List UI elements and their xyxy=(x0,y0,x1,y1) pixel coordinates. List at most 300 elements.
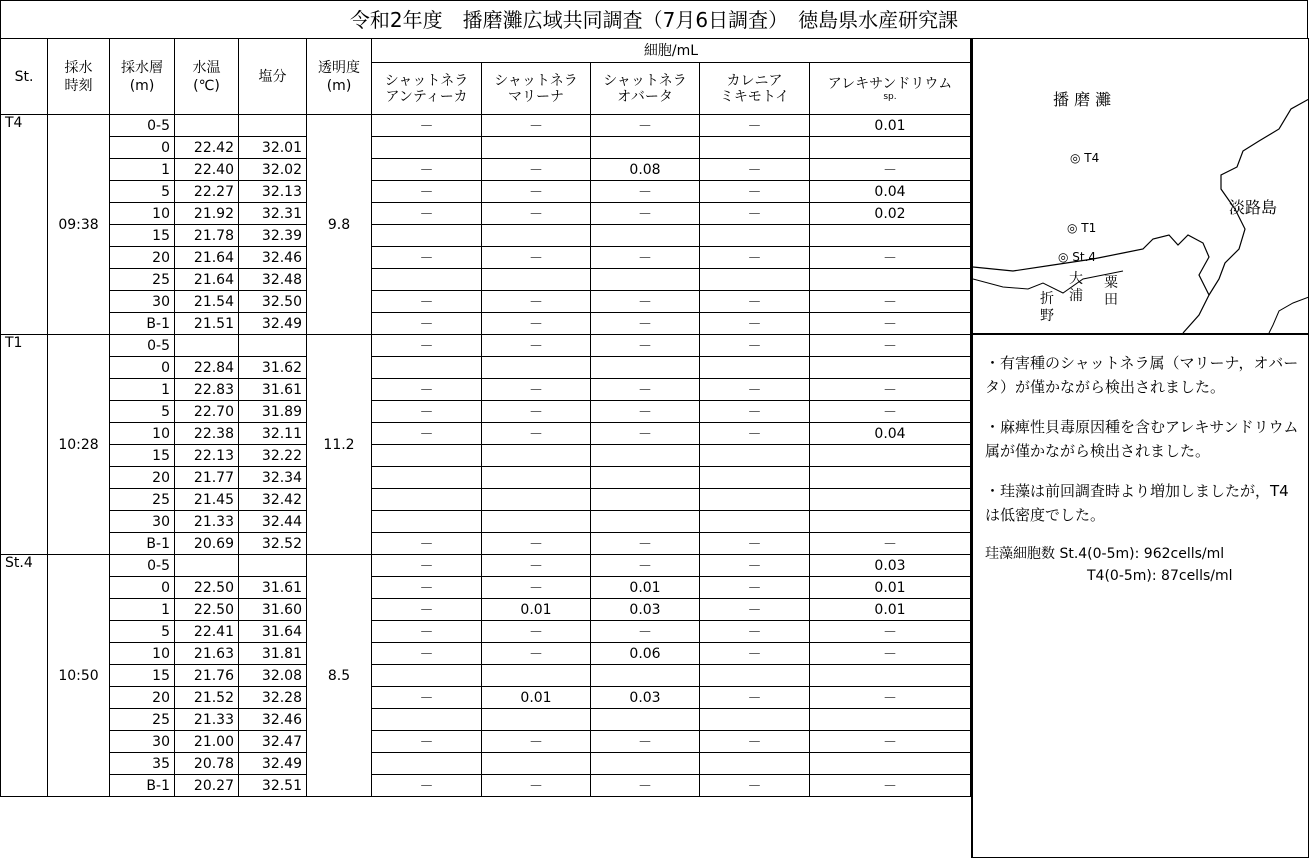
species-count-cell xyxy=(372,489,482,511)
species-count-cell: － xyxy=(810,291,971,313)
temp-cell: 20.78 xyxy=(175,753,239,775)
species-count-cell xyxy=(482,269,591,291)
map-label-island: 淡路島 xyxy=(1229,198,1278,217)
species-count-cell: 0.01 xyxy=(591,577,700,599)
salinity-cell: 32.13 xyxy=(239,181,307,203)
species-count-cell: － xyxy=(591,181,700,203)
species-count-cell: － xyxy=(372,621,482,643)
sampling-time-cell: 10:28 xyxy=(48,335,110,555)
salinity-cell: 32.46 xyxy=(239,247,307,269)
salinity-cell xyxy=(239,115,307,137)
species-count-cell xyxy=(591,467,700,489)
species-count-cell: － xyxy=(700,291,810,313)
temp-cell: 21.00 xyxy=(175,731,239,753)
species-count-cell: － xyxy=(810,401,971,423)
species-count-cell: － xyxy=(591,731,700,753)
species-count-cell: － xyxy=(810,643,971,665)
table-row xyxy=(1,709,971,731)
species-count-cell xyxy=(372,665,482,687)
salinity-cell: 32.51 xyxy=(239,775,307,797)
species-count-cell: － xyxy=(700,423,810,445)
species-count-cell: － xyxy=(372,423,482,445)
table-row xyxy=(1,753,971,775)
species-count-cell xyxy=(810,137,971,159)
species-count-cell: － xyxy=(482,643,591,665)
depth-cell: 10 xyxy=(110,203,175,225)
depth-cell: 15 xyxy=(110,665,175,687)
species-count-cell xyxy=(372,357,482,379)
salinity-cell: 31.61 xyxy=(239,379,307,401)
depth-cell: 0-5 xyxy=(110,115,175,137)
header-species-ovata: シャットネラ オバータ xyxy=(591,63,700,115)
species-count-cell xyxy=(700,511,810,533)
species-count-cell xyxy=(700,709,810,731)
temp-cell: 21.76 xyxy=(175,665,239,687)
depth-cell: 25 xyxy=(110,489,175,511)
species-count-cell xyxy=(810,489,971,511)
table-row xyxy=(1,313,971,335)
salinity-cell: 32.49 xyxy=(239,753,307,775)
species-count-cell: － xyxy=(591,775,700,797)
table-row xyxy=(1,511,971,533)
species-count-cell xyxy=(700,489,810,511)
species-count-cell: － xyxy=(482,203,591,225)
species-count-cell xyxy=(482,709,591,731)
species-count-cell: 0.02 xyxy=(810,203,971,225)
species-count-cell: － xyxy=(700,159,810,181)
salinity-cell: 32.48 xyxy=(239,269,307,291)
temp-cell: 21.54 xyxy=(175,291,239,313)
species-count-cell: － xyxy=(700,247,810,269)
species-count-cell xyxy=(700,357,810,379)
depth-cell: 1 xyxy=(110,599,175,621)
species-count-cell xyxy=(372,467,482,489)
salinity-cell: 32.50 xyxy=(239,291,307,313)
species-count-cell: 0.01 xyxy=(482,687,591,709)
table-row xyxy=(1,137,971,159)
salinity-cell: 31.81 xyxy=(239,643,307,665)
diatom-count: 珪藻細胞数 St.4(0-5m): 962cells/ml T4(0-5m): 87cells/ml xyxy=(985,546,1233,584)
map-place-awata: 粟 田 xyxy=(1104,275,1118,308)
coastline-drawing xyxy=(973,39,1309,333)
species-count-cell: － xyxy=(810,159,971,181)
species-count-cell xyxy=(591,269,700,291)
species-count-cell: － xyxy=(591,313,700,335)
species-count-cell xyxy=(810,225,971,247)
species-count-cell: － xyxy=(372,643,482,665)
species-count-cell: － xyxy=(372,775,482,797)
map-place-ohura: 大 浦 xyxy=(1069,271,1083,304)
species-count-cell: 0.04 xyxy=(810,181,971,203)
table-row xyxy=(1,269,971,291)
species-count-cell xyxy=(700,665,810,687)
header-time: 採水 時刻 xyxy=(48,39,110,115)
note-diatom: ・珪藻は前回調査時より増加しましたが，T4は低密度でした。 xyxy=(985,482,1289,524)
depth-cell: 30 xyxy=(110,291,175,313)
station-name-cell: T1 xyxy=(1,335,48,555)
salinity-cell: 32.34 xyxy=(239,467,307,489)
species-count-cell: － xyxy=(372,599,482,621)
temp-cell: 22.83 xyxy=(175,379,239,401)
species-count-cell: 0.04 xyxy=(810,423,971,445)
salinity-cell: 32.49 xyxy=(239,313,307,335)
depth-cell: 0-5 xyxy=(110,335,175,357)
depth-cell: 20 xyxy=(110,247,175,269)
table-row xyxy=(1,225,971,247)
species-count-cell: － xyxy=(810,247,971,269)
species-count-cell: － xyxy=(700,335,810,357)
temp-cell: 21.64 xyxy=(175,247,239,269)
species-count-cell: － xyxy=(810,379,971,401)
location-map xyxy=(973,39,1309,335)
species-count-cell xyxy=(372,709,482,731)
species-count-cell xyxy=(700,137,810,159)
header-species-mikimotoi: カレニア ミキモトイ xyxy=(700,63,810,115)
species-count-cell: － xyxy=(810,313,971,335)
species-count-cell: － xyxy=(482,401,591,423)
species-count-cell xyxy=(591,225,700,247)
salinity-cell: 32.42 xyxy=(239,489,307,511)
species-count-cell xyxy=(372,225,482,247)
salinity-cell: 31.64 xyxy=(239,621,307,643)
table-row xyxy=(1,357,971,379)
table-row xyxy=(1,775,971,797)
species-count-cell: － xyxy=(591,335,700,357)
header-transparency: 透明度 (m) xyxy=(307,39,372,115)
species-count-cell: － xyxy=(700,643,810,665)
salinity-cell xyxy=(239,555,307,577)
species-count-cell: － xyxy=(482,291,591,313)
species-count-cell xyxy=(482,665,591,687)
table-row xyxy=(1,731,971,753)
transparency-cell: 9.8 xyxy=(307,115,372,335)
temp-cell: 22.41 xyxy=(175,621,239,643)
temp-cell: 22.50 xyxy=(175,599,239,621)
species-count-cell: － xyxy=(700,115,810,137)
species-count-cell: － xyxy=(700,313,810,335)
table-row xyxy=(1,423,971,445)
species-count-cell: 0.01 xyxy=(810,577,971,599)
depth-cell: 10 xyxy=(110,423,175,445)
species-count-cell xyxy=(700,225,810,247)
species-count-cell: － xyxy=(700,621,810,643)
map-label-sea: 播 磨 灘 xyxy=(1053,90,1112,109)
temp-cell: 22.50 xyxy=(175,577,239,599)
table-row xyxy=(1,203,971,225)
species-count-cell: － xyxy=(482,577,591,599)
species-count-cell: － xyxy=(482,423,591,445)
species-count-cell: 0.03 xyxy=(591,599,700,621)
temp-cell: 21.33 xyxy=(175,511,239,533)
header-depth: 採水層 (m) xyxy=(110,39,175,115)
header-species-antiqua: シャットネラ アンティーカ xyxy=(372,63,482,115)
table-row xyxy=(1,181,971,203)
species-count-cell: 0.03 xyxy=(591,687,700,709)
table-row xyxy=(1,247,971,269)
species-count-cell xyxy=(700,269,810,291)
salinity-cell: 32.44 xyxy=(239,511,307,533)
species-count-cell: － xyxy=(482,555,591,577)
salinity-cell: 32.46 xyxy=(239,709,307,731)
species-count-cell: － xyxy=(482,335,591,357)
temp-cell: 22.42 xyxy=(175,137,239,159)
table-row xyxy=(1,599,971,621)
species-count-cell: 0.03 xyxy=(810,555,971,577)
species-count-cell: － xyxy=(810,687,971,709)
transparency-cell: 11.2 xyxy=(307,335,372,555)
right-panel xyxy=(971,38,1309,858)
species-count-cell: － xyxy=(700,599,810,621)
species-count-cell xyxy=(482,489,591,511)
species-count-cell xyxy=(482,467,591,489)
header-salinity: 塩分 xyxy=(239,39,307,115)
species-count-cell xyxy=(810,753,971,775)
species-count-cell: － xyxy=(591,247,700,269)
temp-cell: 22.38 xyxy=(175,423,239,445)
species-count-cell xyxy=(482,357,591,379)
header-species-marina: シャットネラ マリーナ xyxy=(482,63,591,115)
salinity-cell: 32.28 xyxy=(239,687,307,709)
depth-cell: 0 xyxy=(110,137,175,159)
species-count-cell: － xyxy=(591,621,700,643)
species-count-cell: － xyxy=(700,555,810,577)
temp-cell: 21.52 xyxy=(175,687,239,709)
species-count-cell: － xyxy=(810,621,971,643)
species-count-cell: － xyxy=(482,313,591,335)
species-count-cell: － xyxy=(372,335,482,357)
temp-cell: 20.27 xyxy=(175,775,239,797)
salinity-cell: 32.31 xyxy=(239,203,307,225)
table-row xyxy=(1,159,971,181)
table-row xyxy=(1,665,971,687)
depth-cell: 5 xyxy=(110,181,175,203)
depth-cell: 5 xyxy=(110,401,175,423)
species-count-cell: － xyxy=(372,401,482,423)
species-count-cell: － xyxy=(372,533,482,555)
species-count-cell: － xyxy=(700,775,810,797)
species-count-cell xyxy=(810,709,971,731)
species-count-cell: － xyxy=(591,533,700,555)
species-count-cell: 0.01 xyxy=(810,115,971,137)
salinity-cell: 32.52 xyxy=(239,533,307,555)
temp-cell: 21.64 xyxy=(175,269,239,291)
species-count-cell xyxy=(810,467,971,489)
temp-cell: 22.70 xyxy=(175,401,239,423)
species-count-cell: － xyxy=(482,775,591,797)
species-count-cell xyxy=(700,753,810,775)
species-count-cell: － xyxy=(591,379,700,401)
species-count-cell xyxy=(810,511,971,533)
temp-cell: 21.63 xyxy=(175,643,239,665)
depth-cell: 15 xyxy=(110,225,175,247)
table-row xyxy=(1,555,971,577)
temp-cell: 21.51 xyxy=(175,313,239,335)
temp-cell: 22.13 xyxy=(175,445,239,467)
table-row xyxy=(1,533,971,555)
species-count-cell xyxy=(372,269,482,291)
species-count-cell xyxy=(372,137,482,159)
species-count-cell xyxy=(482,445,591,467)
species-count-cell: － xyxy=(591,115,700,137)
temp-cell: 20.69 xyxy=(175,533,239,555)
depth-cell: 1 xyxy=(110,379,175,401)
table-row xyxy=(1,335,971,357)
table-row xyxy=(1,467,971,489)
salinity-cell: 31.62 xyxy=(239,357,307,379)
species-count-cell: － xyxy=(482,621,591,643)
species-count-cell xyxy=(810,445,971,467)
depth-cell: B-1 xyxy=(110,313,175,335)
salinity-cell xyxy=(239,335,307,357)
temp-cell xyxy=(175,555,239,577)
species-count-cell: － xyxy=(700,687,810,709)
species-count-cell: － xyxy=(482,115,591,137)
species-count-cell xyxy=(482,225,591,247)
species-count-cell xyxy=(482,753,591,775)
header-station: St. xyxy=(1,39,48,115)
depth-cell: B-1 xyxy=(110,775,175,797)
survey-table xyxy=(0,38,971,797)
species-count-cell: － xyxy=(700,401,810,423)
depth-cell: 30 xyxy=(110,511,175,533)
species-count-cell: － xyxy=(591,203,700,225)
station-name-cell: T4 xyxy=(1,115,48,335)
species-count-cell: － xyxy=(810,731,971,753)
species-count-cell: － xyxy=(372,577,482,599)
species-count-cell: － xyxy=(372,181,482,203)
species-count-cell: － xyxy=(810,335,971,357)
note-alexandrium: ・麻痺性貝毒原因種を含むアレキサンドリウム属が僅かながら検出されました。 xyxy=(985,418,1299,460)
temp-cell: 22.84 xyxy=(175,357,239,379)
species-count-cell xyxy=(591,445,700,467)
species-count-cell: － xyxy=(700,533,810,555)
map-station-t1: ◎ T1 xyxy=(1067,221,1097,235)
map-station-st4: ◎ St.4 xyxy=(1058,250,1097,264)
species-count-cell xyxy=(372,753,482,775)
species-count-cell: － xyxy=(372,731,482,753)
header-cells: 細胞/mL xyxy=(372,39,971,63)
species-count-cell: － xyxy=(372,247,482,269)
species-count-cell: － xyxy=(482,181,591,203)
species-count-cell: － xyxy=(372,687,482,709)
species-count-cell xyxy=(372,445,482,467)
salinity-cell: 32.47 xyxy=(239,731,307,753)
depth-cell: 0-5 xyxy=(110,555,175,577)
depth-cell: 20 xyxy=(110,467,175,489)
map-station-t4: ◎ T4 xyxy=(1070,151,1100,165)
species-count-cell: － xyxy=(700,203,810,225)
header-species-alexandrium: アレキサンドリウム sp. xyxy=(810,63,971,115)
species-count-cell: － xyxy=(700,731,810,753)
salinity-cell: 31.89 xyxy=(239,401,307,423)
species-count-cell: － xyxy=(372,159,482,181)
species-count-cell: － xyxy=(482,379,591,401)
species-count-cell xyxy=(810,665,971,687)
salinity-cell: 31.61 xyxy=(239,577,307,599)
depth-cell: 5 xyxy=(110,621,175,643)
depth-cell: 15 xyxy=(110,445,175,467)
table-row xyxy=(1,489,971,511)
species-count-cell xyxy=(591,137,700,159)
depth-cell: B-1 xyxy=(110,533,175,555)
species-count-cell: － xyxy=(482,731,591,753)
table-row xyxy=(1,577,971,599)
temp-cell: 21.33 xyxy=(175,709,239,731)
table-row xyxy=(1,643,971,665)
temp-cell: 21.78 xyxy=(175,225,239,247)
species-count-cell xyxy=(591,753,700,775)
salinity-cell: 31.60 xyxy=(239,599,307,621)
table-row xyxy=(1,401,971,423)
species-count-cell xyxy=(482,511,591,533)
depth-cell: 0 xyxy=(110,577,175,599)
salinity-cell: 32.22 xyxy=(239,445,307,467)
temp-cell: 22.27 xyxy=(175,181,239,203)
species-count-cell: － xyxy=(372,115,482,137)
temp-cell: 21.92 xyxy=(175,203,239,225)
page-title: 令和2年度 播磨灘広域共同調査（7月6日調査） 徳島県水産研究課 xyxy=(0,0,1308,38)
species-count-cell: － xyxy=(591,423,700,445)
species-count-cell xyxy=(810,269,971,291)
species-count-cell: － xyxy=(591,555,700,577)
depth-cell: 35 xyxy=(110,753,175,775)
depth-cell: 25 xyxy=(110,269,175,291)
notes xyxy=(985,351,1303,587)
sampling-time-cell: 09:38 xyxy=(48,115,110,335)
salinity-cell: 32.08 xyxy=(239,665,307,687)
transparency-cell: 8.5 xyxy=(307,555,372,797)
salinity-cell: 32.11 xyxy=(239,423,307,445)
map-place-orino: 折 野 xyxy=(1040,291,1054,324)
species-count-cell xyxy=(591,709,700,731)
species-count-cell: － xyxy=(372,313,482,335)
species-count-cell xyxy=(482,137,591,159)
species-count-cell: － xyxy=(591,401,700,423)
species-count-cell xyxy=(810,357,971,379)
temp-cell: 22.40 xyxy=(175,159,239,181)
temp-cell: 21.45 xyxy=(175,489,239,511)
salinity-cell: 32.01 xyxy=(239,137,307,159)
species-count-cell: － xyxy=(700,181,810,203)
species-count-cell xyxy=(700,467,810,489)
table-row xyxy=(1,115,971,137)
table-row xyxy=(1,379,971,401)
depth-cell: 10 xyxy=(110,643,175,665)
note-chattonella: ・有害種のシャットネラ属（マリーナ，オバータ）が僅かながら検出されました。 xyxy=(985,354,1299,396)
species-count-cell xyxy=(591,357,700,379)
species-count-cell xyxy=(372,511,482,533)
temp-cell xyxy=(175,115,239,137)
depth-cell: 30 xyxy=(110,731,175,753)
species-count-cell: 0.06 xyxy=(591,643,700,665)
species-count-cell: － xyxy=(482,159,591,181)
species-count-cell xyxy=(591,489,700,511)
species-count-cell: 0.01 xyxy=(810,599,971,621)
species-count-cell: － xyxy=(700,577,810,599)
species-count-cell: － xyxy=(700,379,810,401)
species-count-cell: － xyxy=(591,291,700,313)
species-count-cell xyxy=(591,511,700,533)
temp-cell: 21.77 xyxy=(175,467,239,489)
species-count-cell xyxy=(591,665,700,687)
salinity-cell: 32.02 xyxy=(239,159,307,181)
salinity-cell: 32.39 xyxy=(239,225,307,247)
species-count-cell: － xyxy=(810,775,971,797)
species-count-cell: － xyxy=(372,291,482,313)
temp-cell xyxy=(175,335,239,357)
station-name-cell: St.4 xyxy=(1,555,48,797)
species-count-cell: － xyxy=(482,533,591,555)
